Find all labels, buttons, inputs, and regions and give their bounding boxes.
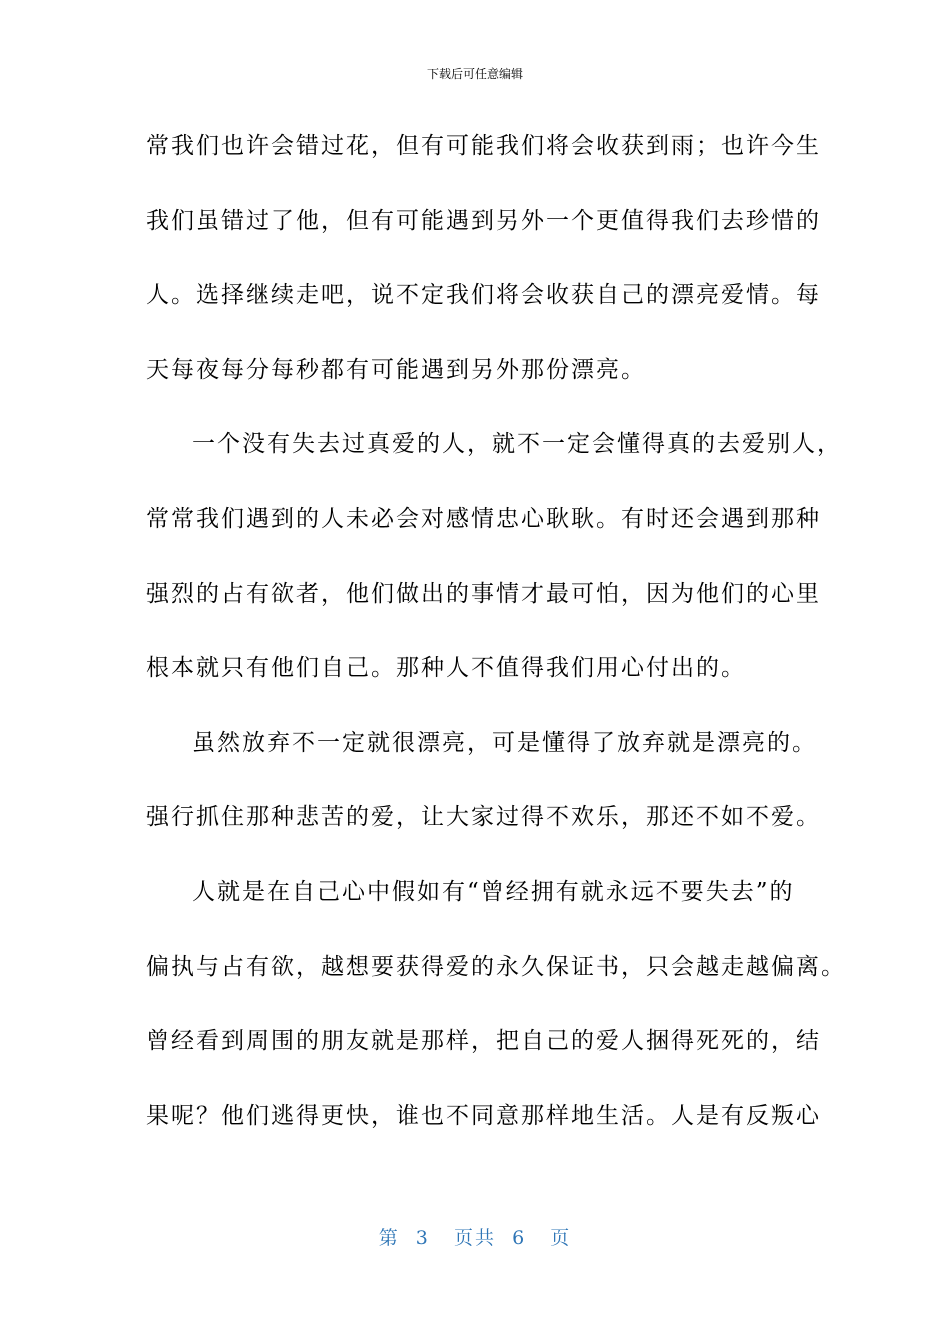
text-line: 我们虽错过了他，但有可能遇到另外一个更值得我们去珍惜的 — [146, 207, 821, 234]
text-line: 常常我们遇到的人未必会对感情忠心耿耿。有时还会遇到那种 — [146, 505, 821, 532]
page-number-footer: 第 3 页共 6 页 — [378, 1227, 572, 1249]
text-line: 果呢？他们逃得更快，谁也不同意那样地生活。人是有反叛心 — [146, 1102, 821, 1129]
text-line: 常我们也许会错过花，但有可能我们将会收获到雨；也许今生 — [146, 133, 821, 159]
text-line: 强行抓住那种悲苦的爱，让大家过得不欢乐，那还不如不爱。 — [146, 804, 821, 831]
paragraph-start-line: 一个没有失去过真爱的人，就不一定会懂得真的去爱别人， — [192, 431, 842, 458]
text-line: 曾经看到周围的朋友就是那样，把自己的爱人捆得死死的，结 — [146, 1028, 821, 1055]
paragraph-start-line: 人就是在自己心中假如有“曾经拥有就永远不要失去”的 — [192, 878, 795, 905]
text-line: 人。选择继续走吧，说不定我们将会收获自己的漂亮爱情。每 — [146, 282, 821, 309]
document-body — [146, 114, 846, 1158]
text-line: 天每夜每分每秒都有可能遇到另外那份漂亮。 — [146, 356, 646, 383]
paragraph-start-line: 虽然放弃不一定就很漂亮，可是懂得了放弃就是漂亮的。 — [192, 729, 817, 756]
text-line: 偏执与占有欲，越想要获得爱的永久保证书，只会越走越偏离。 — [146, 953, 846, 980]
text-line: 强烈的占有欲者，他们做出的事情才最可怕，因为他们的心里 — [146, 580, 821, 607]
page-header: 下载后可任意编辑 — [426, 67, 523, 81]
text-line: 根本就只有他们自己。那种人不值得我们用心付出的。 — [146, 655, 746, 682]
